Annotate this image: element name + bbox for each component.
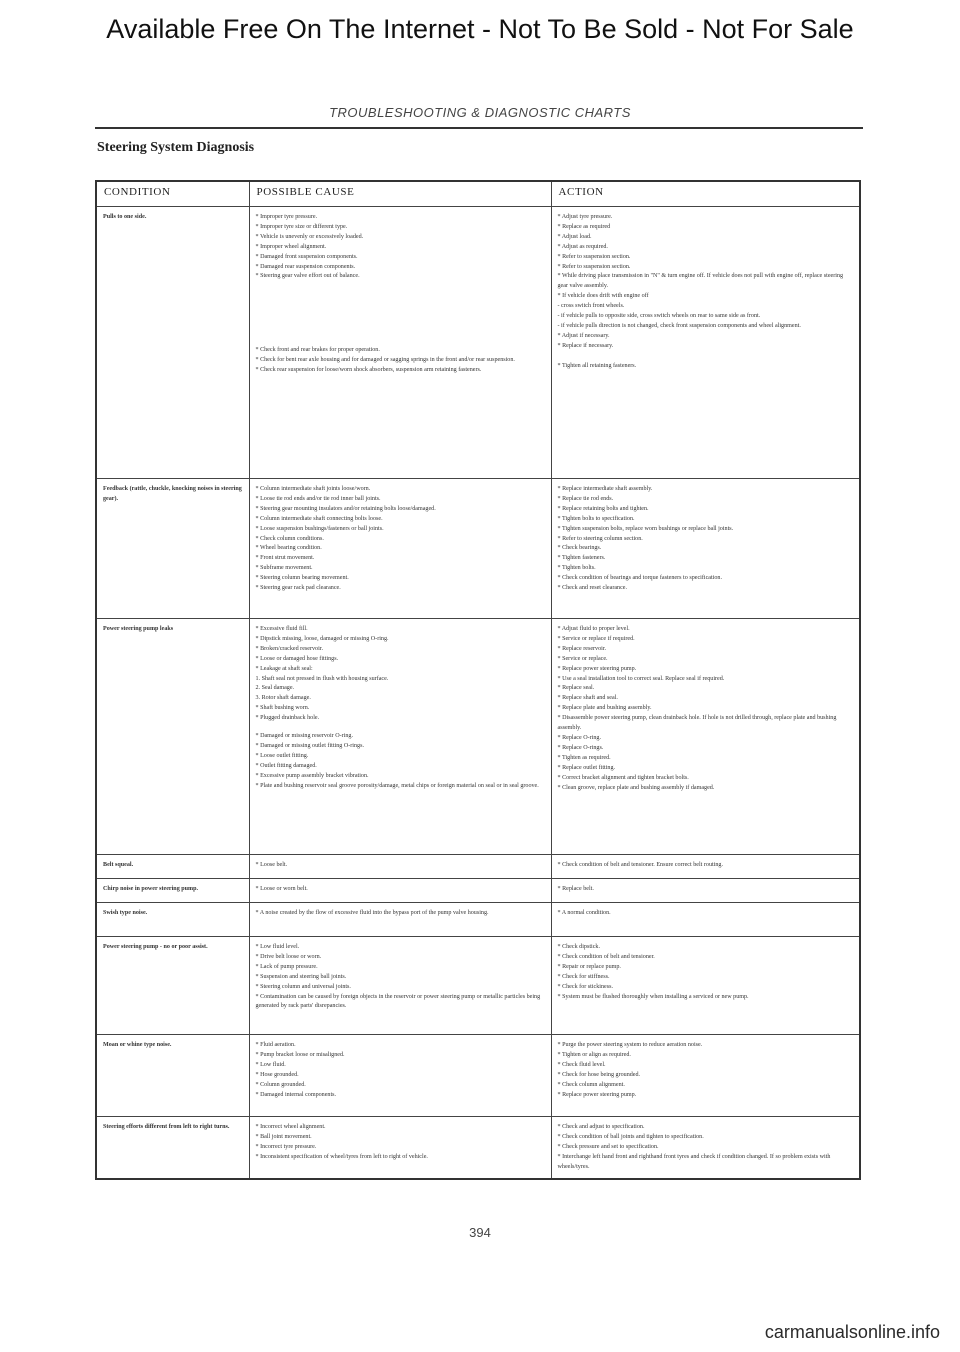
table-row	[96, 1035, 860, 1117]
cause-item: * Steering gear valve effort out of balance.	[255, 273, 360, 280]
action-item: * Check for stiffness.	[557, 973, 610, 980]
watermark-bottom: carmanualsonline.info	[764, 1322, 940, 1342]
action-item: * Check bearings.	[557, 545, 602, 552]
cause-item: * Dipstick missing, loose, damaged or missing O-ring.	[255, 635, 389, 642]
cause-item: * Steering column and universal joints.	[255, 983, 351, 990]
page-number: 394	[469, 1225, 491, 1240]
condition-text: Feedback (rattle, chuckle, knocking noises in steering gear).	[103, 486, 242, 502]
action-item: * While driving place transmission in "N" & turn engine off. If vehicle does not pull with engine off, replace steering gear valve assembly.	[557, 273, 844, 290]
action-item: * Check condition of bearings and torque fasteners to specification.	[557, 575, 722, 582]
action-item: * Service or replace if required.	[557, 635, 635, 642]
condition-text: Moan or whine type noise.	[103, 1042, 172, 1048]
cause-item: * Inconsistent specification of wheel/tyres from left to right of vehicle.	[255, 1153, 428, 1160]
table-header-row	[96, 181, 860, 207]
cause-item: * Incorrect tyre pressure.	[255, 1143, 317, 1150]
action-item: * Use a seal installation tool to correct seal. Replace seal if required.	[557, 675, 725, 682]
table-row	[96, 855, 860, 879]
cause-item: * Improper tyre size or different type.	[255, 223, 348, 230]
action-item: * Tighten fasteners.	[557, 555, 606, 562]
action-item: * Check fluid level.	[557, 1061, 606, 1068]
condition-cell	[96, 1035, 249, 1117]
action-item: * Replace plate and bushing assembly.	[557, 705, 652, 712]
action-item: * Tighten all retaining fasteners.	[557, 362, 637, 369]
cause-item: * Damaged rear suspension components.	[255, 263, 356, 270]
action-item: * Adjust as required.	[557, 243, 608, 250]
cause-item: * Excessive pump assembly bracket vibration.	[255, 772, 369, 779]
action-item: * Replace belt.	[557, 886, 594, 892]
action-item: * Repair or replace pump.	[557, 963, 621, 970]
cause-item: * Subframe movement.	[255, 565, 313, 572]
condition-text: Pulls to one side.	[103, 214, 147, 220]
action-item: * Replace as required	[557, 223, 611, 230]
action-cell	[551, 619, 860, 855]
cause-item: * Steering column bearing movement.	[255, 575, 349, 582]
condition-cell	[96, 207, 249, 479]
condition-cell	[96, 1117, 249, 1179]
cause-item: * Lack of pump pressure.	[255, 963, 318, 970]
cause-cell	[249, 855, 551, 879]
action-item: - cross switch front wheels.	[557, 303, 625, 310]
action-item: * Adjust fluid to proper level.	[557, 626, 630, 632]
condition-text: Power steering pump leaks	[103, 626, 174, 632]
action-item: * Check and reset clearance.	[557, 585, 628, 592]
cause-item: 1. Shaft seal not pressed in flush with housing surface.	[255, 675, 389, 682]
action-item: * Replace retaining bolts and tighten.	[557, 505, 649, 512]
cause-item: * Improper wheel alignment.	[255, 243, 327, 250]
cause-item: * Fluid aeration.	[255, 1042, 296, 1048]
action-cell	[551, 855, 860, 879]
action-item: * Replace if necessary.	[557, 342, 614, 349]
condition-cell	[96, 479, 249, 619]
table-row	[96, 903, 860, 937]
section-title: Steering System Diagnosis	[97, 140, 255, 155]
condition-cell	[96, 879, 249, 903]
action-item: * Check column alignment.	[557, 1081, 625, 1088]
cause-item: * Outlet fitting damaged.	[255, 762, 317, 769]
action-item: * Replace power steering pump.	[557, 1091, 637, 1098]
cause-cell	[249, 903, 551, 937]
cause-item: * Check column conditions.	[255, 535, 324, 542]
action-item: * Replace intermediate shaft assembly.	[557, 486, 653, 492]
action-cell	[551, 479, 860, 619]
condition-text: Steering efforts different from left to right turns.	[103, 1124, 230, 1130]
cause-item: * Incorrect wheel alignment.	[255, 1124, 326, 1130]
action-item: * Replace tie rod ends.	[557, 495, 614, 502]
cause-item: * Loose belt.	[255, 862, 288, 868]
action-item: * Purge the power steering system to reduce aeration noise.	[557, 1042, 703, 1048]
action-item: * Refer to suspension section.	[557, 263, 631, 270]
header-condition: CONDITION	[96, 181, 249, 207]
condition-cell	[96, 937, 249, 1035]
action-item: * Check condition of belt and tensioner.	[557, 953, 655, 960]
condition-text: Chirp noise in power steering pump.	[103, 886, 199, 892]
condition-cell	[96, 855, 249, 879]
action-item: * Tighten bolts.	[557, 565, 596, 572]
action-item: * Check for hose being grounded.	[557, 1071, 641, 1078]
action-item: * Interchange left hand front and righthand front tyres and check if condition changed. If so problem exists with wheels/tyres.	[557, 1153, 831, 1170]
cause-item: * A noise created by the flow of excessive fluid into the bypass port of the pump valve housing.	[255, 910, 489, 916]
action-item: * Disassemble power steering pump, clean drainback hole. If hole is not drilled through, replace plate and bushing assembly.	[557, 715, 837, 732]
cause-item: * Suspension and steering ball joints.	[255, 973, 347, 980]
header-rule	[95, 127, 863, 129]
action-item: * Check condition of belt and tensioner. Ensure correct belt routing.	[557, 862, 724, 868]
cause-spacer	[256, 282, 545, 346]
action-item: * System must be flushed thoroughly when installing a serviced or new pump.	[557, 993, 749, 1000]
action-item: * Clean groove, replace plate and bushing assembly if damaged.	[557, 784, 715, 791]
cause-item: * Wheel bearing condition.	[255, 545, 322, 552]
header-possible-cause: POSSIBLE CAUSE	[249, 181, 551, 207]
action-item: * Adjust if necessary.	[557, 332, 610, 339]
cause-cell	[249, 619, 551, 855]
cause-item: * Contamination can be caused by foreign objects in the reservoir or power steering pump or metallic particles being generated by rack parts' disrepancies.	[255, 993, 541, 1010]
action-item: * Tighten bolts to specification.	[557, 515, 635, 522]
cause-cell	[249, 479, 551, 619]
action-item: * Check dipstick.	[557, 944, 600, 950]
action-item: * Refer to suspension section.	[557, 253, 631, 260]
action-item: - if vehicle pulls to opposite side, cross switch wheels on rear to same side as front.	[557, 313, 761, 320]
cause-cell	[249, 1117, 551, 1179]
action-cell	[551, 879, 860, 903]
action-item: * Tighten or align as required.	[557, 1051, 631, 1058]
action-item: * Replace O-rings.	[557, 744, 604, 751]
action-item: * Correct bracket alignment and tighten bracket bolts.	[557, 774, 689, 781]
cause-item: * Check for bent rear axle housing and for damaged or sagging springs in the front and/or rear suspension.	[255, 357, 515, 364]
cause-item: * Check rear suspension for loose/worn shock absorbers, suspension arm retaining fasteners.	[255, 367, 482, 374]
cause-cell	[249, 937, 551, 1035]
action-item: * Adjust load.	[557, 233, 592, 240]
cause-item: * Shaft bushing worn.	[255, 705, 310, 712]
cause-item: * Damaged or missing outlet fitting O-rings.	[255, 742, 364, 749]
cause-item: * Loose or damaged hose fittings.	[255, 655, 339, 662]
cause-item: * Damaged or missing reservoir O-ring.	[255, 733, 353, 740]
action-cell	[551, 1117, 860, 1179]
cause-item: * Ball joint movement.	[255, 1133, 312, 1140]
cause-item: * Drive belt loose or worn.	[255, 953, 322, 960]
action-spacer	[558, 352, 854, 362]
action-item: * Check for stickiness.	[557, 983, 614, 990]
cause-item: * Front strut movement.	[255, 555, 315, 562]
cause-item: * Column intermediate shaft joints loose/worn.	[255, 486, 371, 492]
condition-cell	[96, 619, 249, 855]
cause-item: * Loose outlet fitting.	[255, 752, 309, 759]
cause-cell	[249, 207, 551, 479]
cause-item: * Steering gear mounting insulators and/or retaining bolts loose/damaged.	[255, 505, 436, 512]
cause-cell	[249, 1035, 551, 1117]
condition-cell	[96, 903, 249, 937]
table-row	[96, 879, 860, 903]
table-row	[96, 479, 860, 619]
table-row	[96, 937, 860, 1035]
action-item: * Tighten as required.	[557, 754, 611, 761]
condition-text: Belt squeal.	[103, 862, 134, 868]
table-row	[96, 207, 860, 479]
cause-item: * Loose or worn belt.	[255, 886, 308, 892]
table-row	[96, 619, 860, 855]
action-item: * Check and adjust to specification.	[557, 1124, 645, 1130]
cause-item: 3. Rotor shaft damage.	[255, 695, 311, 702]
action-item: * Check condition of ball joints and tighten to specification.	[557, 1133, 704, 1140]
action-item: * Replace reservoir.	[557, 645, 607, 652]
cause-item: * Plate and bushing reservoir seal groove porosity/damage, metal chips or foreign material on seal or in seal groove.	[255, 782, 539, 789]
header-action: ACTION	[551, 181, 860, 207]
cause-item: * Loose tie rod ends and/or tie rod inner ball joints.	[255, 495, 381, 502]
cause-item: * Column intermediate shaft connecting bolts loose.	[255, 515, 383, 522]
action-item: * Replace seal.	[557, 685, 595, 692]
running-head: TROUBLESHOOTING & DIAGNOSTIC CHARTS	[329, 105, 631, 120]
action-item: * Replace O-ring.	[557, 734, 601, 741]
cause-spacer	[256, 724, 545, 732]
watermark-top: Available Free On The Internet - Not To Be Sold - Not For Sale	[106, 14, 854, 44]
table-row	[96, 1117, 860, 1179]
cause-item: * Column grounded.	[255, 1081, 306, 1088]
cause-item: * Loose suspension bushings/fasteners or ball joints.	[255, 525, 384, 532]
cause-item: 2. Seal damage.	[255, 685, 295, 692]
table-body	[96, 207, 860, 1179]
cause-item: * Damaged front suspension components.	[255, 253, 358, 260]
action-item: * Service or replace.	[557, 655, 608, 662]
action-item: * If vehicle does drift with engine off	[557, 293, 649, 300]
cause-item: * Steering gear rack pad clearance.	[255, 585, 341, 592]
diagnosis-table	[95, 180, 861, 1180]
cause-item: * Check front and rear brakes for proper operation.	[255, 347, 380, 354]
action-item: * Replace outlet fitting.	[557, 764, 616, 771]
action-item: * Refer to steering column section.	[557, 535, 643, 542]
condition-text: Power steering pump - no or poor assist.	[103, 944, 208, 950]
cause-item: * Pump bracket loose or misaligned.	[255, 1051, 345, 1058]
condition-text: Swish type noise.	[103, 910, 148, 916]
action-item: * Adjust tyre pressure.	[557, 214, 613, 220]
cause-item: * Low fluid.	[255, 1061, 286, 1068]
cause-item: * Low fluid level.	[255, 944, 300, 950]
cause-item: * Broken/cracked reservoir.	[255, 645, 324, 652]
cause-item: * Vehicle is unevenly or excessively loaded.	[255, 233, 364, 240]
action-cell	[551, 937, 860, 1035]
action-cell	[551, 1035, 860, 1117]
action-cell	[551, 903, 860, 937]
cause-item: * Leakage at shaft seal:	[255, 665, 313, 672]
cause-item: * Plugged drainback hole.	[255, 715, 320, 722]
action-item: * Check pressure and set to specification.	[557, 1143, 659, 1150]
cause-cell	[249, 879, 551, 903]
cause-item: * Hose grounded.	[255, 1071, 299, 1078]
cause-item: * Damaged internal components.	[255, 1091, 337, 1098]
action-cell	[551, 207, 860, 479]
action-item: * A normal condition.	[557, 910, 611, 916]
action-item: * Tighten suspension bolts, replace worn bushings or replace ball joints.	[557, 525, 734, 532]
cause-item: * Excessive fluid fill.	[255, 626, 308, 632]
action-item: * Replace shaft and seal.	[557, 695, 618, 702]
action-item: * Replace power steering pump.	[557, 665, 637, 672]
action-item: - if vehicle pulls direction is not changed, check front suspension components and wheel alignment.	[557, 322, 801, 329]
cause-item: * Improper tyre pressure.	[255, 214, 318, 220]
